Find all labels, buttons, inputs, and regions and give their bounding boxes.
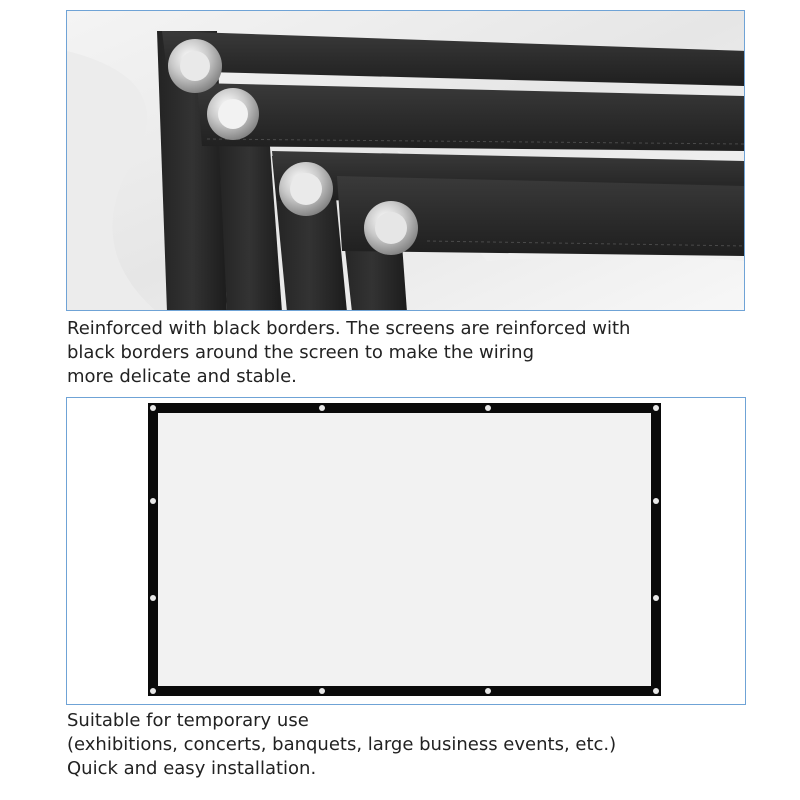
grommet [168, 39, 222, 93]
top-caption [67, 317, 630, 389]
screen-surface [158, 413, 651, 686]
fabric-border-photo [66, 10, 745, 311]
bottom-caption [67, 709, 616, 781]
top-caption-line-1: Reinforced with black borders. The screens are reinforced with [67, 318, 631, 339]
grommet [207, 88, 259, 140]
projection-screen-illustration [67, 398, 746, 705]
grommet [279, 162, 333, 216]
projection-screen-photo [66, 397, 746, 705]
bottom-caption-line-3: Quick and easy installation. [67, 758, 317, 779]
top-caption-line-2: black borders around the screen to make the wiring [67, 342, 535, 363]
bottom-caption-line-2: (exhibitions, concerts, banquets, large business events, etc.) [67, 734, 617, 755]
fabric-border-illustration [67, 11, 745, 311]
bottom-caption-line-1: Suitable for temporary use [67, 710, 309, 731]
grommet [364, 201, 418, 255]
top-caption-line-3: more delicate and stable. [67, 366, 297, 387]
